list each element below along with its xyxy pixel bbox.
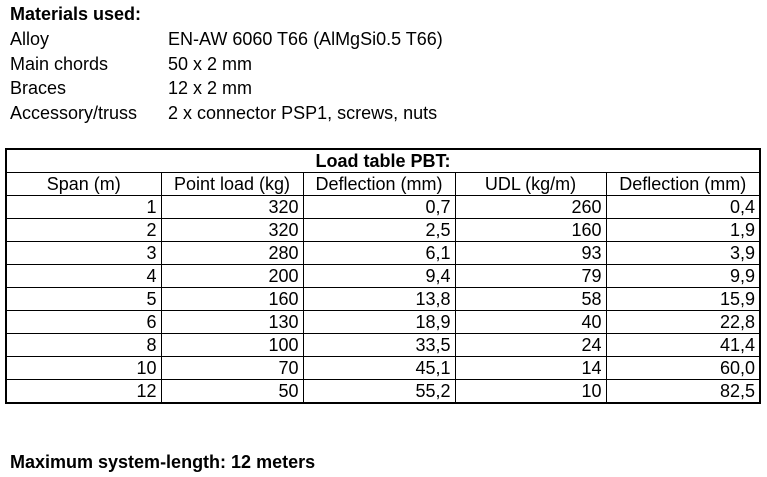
material-value: 50 x 2 mm bbox=[168, 53, 253, 74]
table-row bbox=[6, 219, 760, 242]
material-label: Main chords bbox=[10, 53, 109, 74]
point-load-cell: 320 bbox=[161, 219, 303, 242]
point-deflection-cell: 9,4 bbox=[303, 265, 455, 288]
load-table-header-row bbox=[6, 173, 760, 196]
udl-cell: 24 bbox=[455, 334, 606, 357]
column-header-point-load: Point load (kg) bbox=[161, 173, 303, 196]
point-load-cell: 50 bbox=[161, 380, 303, 404]
point-deflection-cell: 33,5 bbox=[303, 334, 455, 357]
udl-deflection-cell: 0,4 bbox=[606, 196, 760, 219]
materials-heading: Materials used: bbox=[10, 4, 142, 24]
point-deflection-cell: 2,5 bbox=[303, 219, 455, 242]
point-load-cell: 200 bbox=[161, 265, 303, 288]
udl-deflection-cell: 60,0 bbox=[606, 357, 760, 380]
span-cell: 5 bbox=[6, 288, 161, 311]
udl-deflection-cell: 9,9 bbox=[606, 265, 760, 288]
udl-cell: 10 bbox=[455, 380, 606, 404]
material-value: 12 x 2 mm bbox=[168, 78, 253, 98]
materials-list bbox=[10, 27, 443, 125]
table-row bbox=[6, 242, 760, 265]
udl-cell: 260 bbox=[455, 196, 606, 219]
column-header-span: Span (m) bbox=[6, 173, 161, 196]
point-deflection-cell: 0,7 bbox=[303, 196, 455, 219]
point-deflection-cell: 6,1 bbox=[303, 242, 455, 265]
point-load-cell: 70 bbox=[161, 357, 303, 380]
span-cell: 1 bbox=[6, 196, 161, 219]
udl-deflection-cell: 41,4 bbox=[606, 334, 760, 357]
max-system-length-note: Maximum system-length: 12 meters bbox=[10, 452, 316, 472]
table-row bbox=[6, 288, 760, 311]
material-label: Accessory/truss bbox=[10, 102, 138, 123]
table-row bbox=[6, 311, 760, 334]
span-cell: 12 bbox=[6, 380, 161, 404]
point-deflection-cell: 45,1 bbox=[303, 357, 455, 380]
point-load-cell: 280 bbox=[161, 242, 303, 265]
span-cell: 10 bbox=[6, 357, 161, 380]
point-deflection-cell: 18,9 bbox=[303, 311, 455, 334]
table-row bbox=[6, 196, 760, 219]
point-load-cell: 130 bbox=[161, 311, 303, 334]
point-load-cell: 320 bbox=[161, 196, 303, 219]
udl-cell: 160 bbox=[455, 219, 606, 242]
udl-deflection-cell: 3,9 bbox=[606, 242, 760, 265]
material-value: EN-AW 6060 T66 (AlMgSi0.5 T66) bbox=[168, 29, 443, 49]
table-row bbox=[6, 357, 760, 380]
point-load-cell: 100 bbox=[161, 334, 303, 357]
materials-row-alloy bbox=[10, 27, 443, 52]
material-label: Alloy bbox=[10, 29, 50, 49]
materials-row-main-chords bbox=[10, 52, 443, 77]
load-table-caption-row bbox=[6, 149, 760, 173]
udl-cell: 79 bbox=[455, 265, 606, 288]
udl-deflection-cell: 15,9 bbox=[606, 288, 760, 311]
udl-deflection-cell: 22,8 bbox=[606, 311, 760, 334]
materials-row-braces bbox=[10, 76, 443, 101]
udl-cell: 58 bbox=[455, 288, 606, 311]
span-cell: 8 bbox=[6, 334, 161, 357]
point-deflection-cell: 13,8 bbox=[303, 288, 455, 311]
udl-cell: 14 bbox=[455, 357, 606, 380]
load-table-caption: Load table PBT: bbox=[6, 149, 760, 173]
span-cell: 4 bbox=[6, 265, 161, 288]
load-table bbox=[5, 148, 761, 404]
span-cell: 3 bbox=[6, 242, 161, 265]
table-row bbox=[6, 380, 760, 404]
udl-cell: 40 bbox=[455, 311, 606, 334]
materials-row-accessory bbox=[10, 101, 443, 126]
udl-deflection-cell: 82,5 bbox=[606, 380, 760, 404]
table-row bbox=[6, 334, 760, 357]
point-load-cell: 160 bbox=[161, 288, 303, 311]
point-deflection-cell: 55,2 bbox=[303, 380, 455, 404]
span-cell: 6 bbox=[6, 311, 161, 334]
span-cell: 2 bbox=[6, 219, 161, 242]
column-header-point-deflection: Deflection (mm) bbox=[303, 173, 455, 196]
material-label: Braces bbox=[10, 78, 67, 98]
column-header-udl-deflection: Deflection (mm) bbox=[606, 173, 760, 196]
table-row bbox=[6, 265, 760, 288]
column-header-udl: UDL (kg/m) bbox=[455, 173, 606, 196]
udl-cell: 93 bbox=[455, 242, 606, 265]
udl-deflection-cell: 1,9 bbox=[606, 219, 760, 242]
material-value: 2 x connector PSP1, screws, nuts bbox=[168, 102, 438, 123]
